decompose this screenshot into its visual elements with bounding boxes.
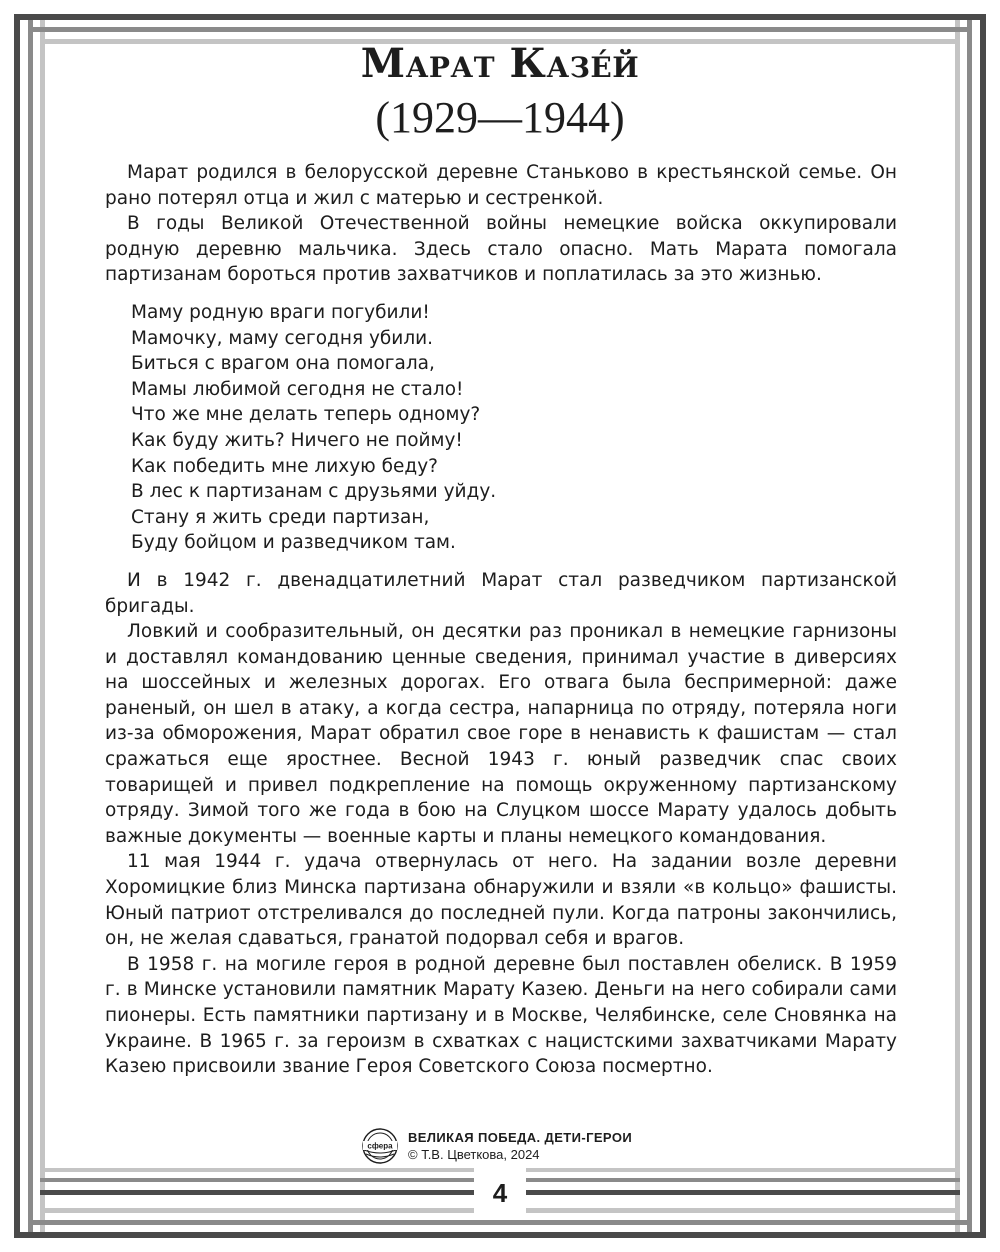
copyright: © Т.В. Цветкова, 2024 bbox=[408, 1146, 540, 1162]
frame-stripe bbox=[28, 14, 33, 1238]
poem-line: Мамы любимой сегодня не стало! bbox=[131, 378, 464, 400]
page-number: 4 bbox=[474, 1168, 526, 1216]
poem-line: Буду бойцом и разведчиком там. bbox=[131, 532, 456, 554]
paragraph: 11 мая 1944 г. удача отвернулась от него. На задании возле деревни Хоромицкие близ Минска партизана обнаружили и взяли «в кольцо» фашисты. Юный патриот отстреливался до последней пули. Когда патроны закончились, он, не желая сдаваться, гранатой подорвал себя и врагов. bbox=[105, 851, 897, 950]
footer-text bbox=[408, 1130, 632, 1163]
frame-stripe bbox=[14, 14, 986, 20]
article-body bbox=[105, 160, 897, 1080]
poem-line: Стану я жить среди партизан, bbox=[131, 506, 430, 528]
poem-line: Как победить мне лихую беду? bbox=[131, 455, 438, 477]
poem-line: Биться с врагом она помогала, bbox=[131, 353, 435, 375]
poem-line: Маму родную враги погубили! bbox=[131, 301, 430, 323]
paragraph: Марат родился в белорусской деревне Станьково в крестьянской семье. Он рано потерял отца и жил с матерью и сестренкой. bbox=[105, 162, 897, 209]
paragraph: Ловкий и сообразительный, он десятки раз проникал в немецкие гарнизоны и доставлял командованию ценные сведения, принимал участие в диверсиях на шоссейных и железных дорогах. Его отвага была беспримерной: даже раненый, он шел в атаку, а когда сестра, напарница по отряду, потеряла ноги из-за обморожения, Марат обратил свое горе в ненависть к фашистам — стал сражаться еще яростнее. Весной 1943 г. юный разведчик спас своих товарищей и привел подкрепление на помощь окруженному партизанскому отряду. Зимой того же года в бою на Слуцком шоссе Марату удалось добыть важные документы — военные карты и планы немецкого командования. bbox=[105, 621, 897, 847]
poem-line: Что же мне делать теперь одному? bbox=[131, 404, 481, 426]
frame-stripe bbox=[28, 1220, 972, 1225]
frame-stripe bbox=[40, 14, 45, 1238]
poem bbox=[131, 300, 897, 556]
paragraph: В годы Великой Отечественной войны немецкие войска оккупировали родную деревню мальчика. Здесь стало опасно. Мать Марата помогала партизанам бороться против захватчиков и поплатилась за это жизнью. bbox=[105, 213, 897, 286]
poem-line: Мамочку, маму сегодня убили. bbox=[131, 327, 434, 349]
poem-line: Как буду жить? Ничего не пойму! bbox=[131, 429, 463, 451]
frame-stripe bbox=[14, 1232, 986, 1238]
frame-stripe bbox=[955, 14, 960, 1238]
page-title: Марат Казе́й bbox=[360, 40, 640, 87]
publisher-logo-icon bbox=[358, 1126, 402, 1166]
publisher-logo-text: сфера bbox=[367, 1141, 393, 1151]
frame-stripe bbox=[980, 14, 986, 1238]
frame-stripe bbox=[28, 27, 972, 32]
paragraph: И в 1942 г. двенадцатилетний Марат стал разведчиком партизанской бригады. bbox=[105, 569, 897, 617]
footer bbox=[358, 1126, 632, 1166]
poem-line: В лес к партизанам с друзьями уйду. bbox=[131, 481, 497, 503]
paragraph: В 1958 г. на могиле героя в родной деревне был поставлен обелиск. В 1959 г. в Минске установили памятник Марату Казею. Деньги на него собирали сами пионеры. Есть памятники партизану и в Москве, Челябинске, селе Сновянка на Украине. В 1965 г. за героизм в схватках с нацистскими захватчиками Марату Казею присвоили звание Героя Советского Союза посмертно. bbox=[105, 953, 897, 1078]
frame-stripe bbox=[14, 14, 20, 1238]
title-block bbox=[0, 40, 1000, 144]
series-title: ВЕЛИКАЯ ПОБЕДА. ДЕТИ-ГЕРОИ bbox=[408, 1129, 633, 1145]
frame-stripe bbox=[967, 14, 972, 1238]
life-years: (1929—1944) bbox=[375, 93, 625, 142]
